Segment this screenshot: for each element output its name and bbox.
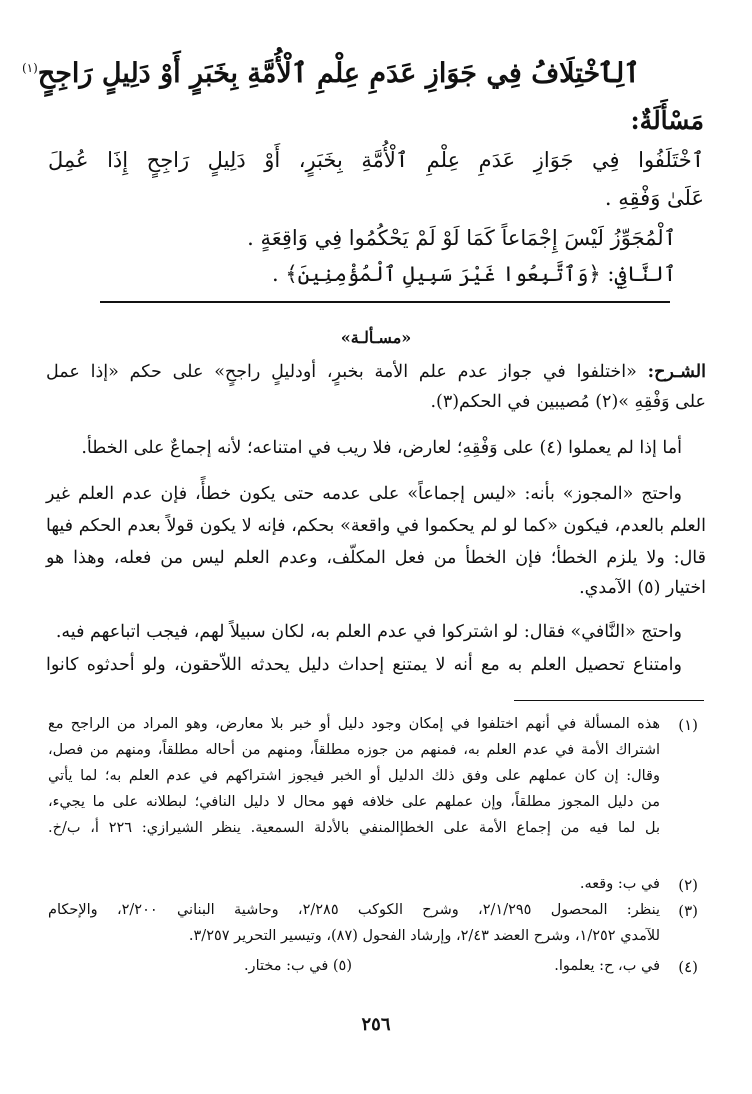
footnote-number: (٢) xyxy=(678,876,698,894)
sharh-line: أما إذا لم يعملوا (٤) على وَفْقِهِ؛ لعارض، فلا ريب في امتناعه؛ لأنه إجماعٌ على الخطأ. xyxy=(81,438,682,458)
footnote-line: في ب، ح: يعلموا. xyxy=(554,958,660,974)
footnote-line: هذه المسألة في أنهم اختلفوا في إمكان وجود دليل أو خبر بلا معارض، وهو المراد من الراجح مع xyxy=(48,716,660,732)
footnote-number: (٣) xyxy=(678,902,698,920)
matn-heading: مَسْأَلَةٌ: xyxy=(630,106,704,135)
footnote-divider xyxy=(514,700,704,701)
sharh-label: الشـرح: xyxy=(647,362,706,382)
sharh-line: واحتج «النَّافي» فقال: لو اشتركوا في عدم العلم به، لكان سبيلاً لهم، فيجب اتباعهم فيه. xyxy=(55,622,682,642)
footnote-line: وقال: إن كان عملهم على وفق ذلك الدليل أو الخبر فيجوز اشتراكهم في عدم العلم به؛ لما يأتي xyxy=(48,768,660,784)
footnote-number: (١) xyxy=(678,716,698,734)
matn-line: ٱخْتَلَفُوا فِي جَوَازِ عَدَمِ عِلْمِ ٱلْأُمَّةِ بِخَبَرٍ، أَوْ دَلِيلٍ رَاجِحٍ إِذَا عُمِلَ xyxy=(48,148,704,172)
matn-line: عَلَىٰ وَفْقِهِ . xyxy=(604,186,704,210)
footnote-line: في ب: وقعه. xyxy=(579,876,660,892)
footnote-line: اشتراك الأمة في عدم العلم به، فمنهم من جوزه مطلقاً، ومنهم من أحاله مطلقاً، ومنهم من فصل، xyxy=(48,742,660,758)
page-number: ٢٥٦ xyxy=(361,1014,391,1035)
footnote-line: بل لما فيه من إجماع الأمة على الخطإالمنفي بالأدلة السمعية. ينظر الشيرازي: ٢٢٦ أ، ب/خ. xyxy=(48,820,660,836)
title-footnote-ref: (١) xyxy=(21,61,38,75)
sharh-line: وامتناع تحصيل العلم به مع أنه لا يمتنع إحداث دليل يحدثه اللاّحقون، ولو أحدثوه كانوا xyxy=(46,655,682,675)
sharh-line: قال: ولا يلزم الخطأ؛ فإن الخطأ من فعل المكلّف، وعدم العلم ليس من فعله، وهذا هو xyxy=(46,548,706,568)
matn-line: ٱلنَّافِي: ﴿وَٱتَّبِعُوا غَيْرَ سَبِيلِ ٱلْمُؤْمِنِينَ﴾ . xyxy=(272,262,676,286)
sharh-line: الشـرح: «اختلفوا في جواز عدم علم الأمة بخبرٍ، أودليلٍ راجحٍ» على حكم «إذا عمل xyxy=(46,362,706,382)
footnote-number: (٤) xyxy=(678,958,698,976)
sharh-line: اختيار (٥) الآمدي. xyxy=(579,578,706,598)
chapter-title: ٱلِٱخْتِلَافُ فِي جَوَازِ عَدَمِ عِلْمِ ٱلْأُمَّةِ بِخَبَرٍ أَوْ دَلِيلٍ رَاجِحٍ$^{(١)}$ xyxy=(21,58,640,89)
sharh-line: واحتج «المجوز» بأنه: «ليس إجماعاً» على عدمه حتى يكون خطأً، فإن عدم العلم غير xyxy=(46,484,682,504)
sharh-line: العلم بالعدم، فيكون «كما لو لم يحكموا في واقعة» بحكم، فإنه لا يكون قولاً بعدم الحكم فيها xyxy=(46,516,706,536)
section-divider xyxy=(100,301,670,303)
footnote-line: من دليل المجوز مطلقاً، وإن عملهم على خلافه فهو محال لا دليل النافي؛ لبطلانه على ما يجيء، xyxy=(48,794,660,810)
footnote-line: ينظر: المحصول ٢/١/٢٩٥، وشرح الكوكب ٢/٢٨٥، وحاشية البناني ٢/٢٠٠، والإحكام xyxy=(48,902,660,918)
sharh-heading: «مسـألـة» xyxy=(340,328,412,347)
matn-line: ٱلْمُجَوِّزُ لَيْسَ إِجْمَاعاً كَمَا لَوْ لَمْ يَحْكُمُوا فِي وَاقِعَةٍ . xyxy=(247,226,676,250)
footnote-line: (٥) في ب: مختار. xyxy=(243,958,352,974)
footnote-line: للآمدي ١/٢٥٢، وشرح العضد ٢/٤٣، وإرشاد الفحول (٨٧)، وتيسير التحرير ٣/٢٥٧. xyxy=(188,928,660,944)
sharh-line: على وَفْقِهِ »(٢) مُصيبين في الحكم(٣). xyxy=(430,392,706,412)
